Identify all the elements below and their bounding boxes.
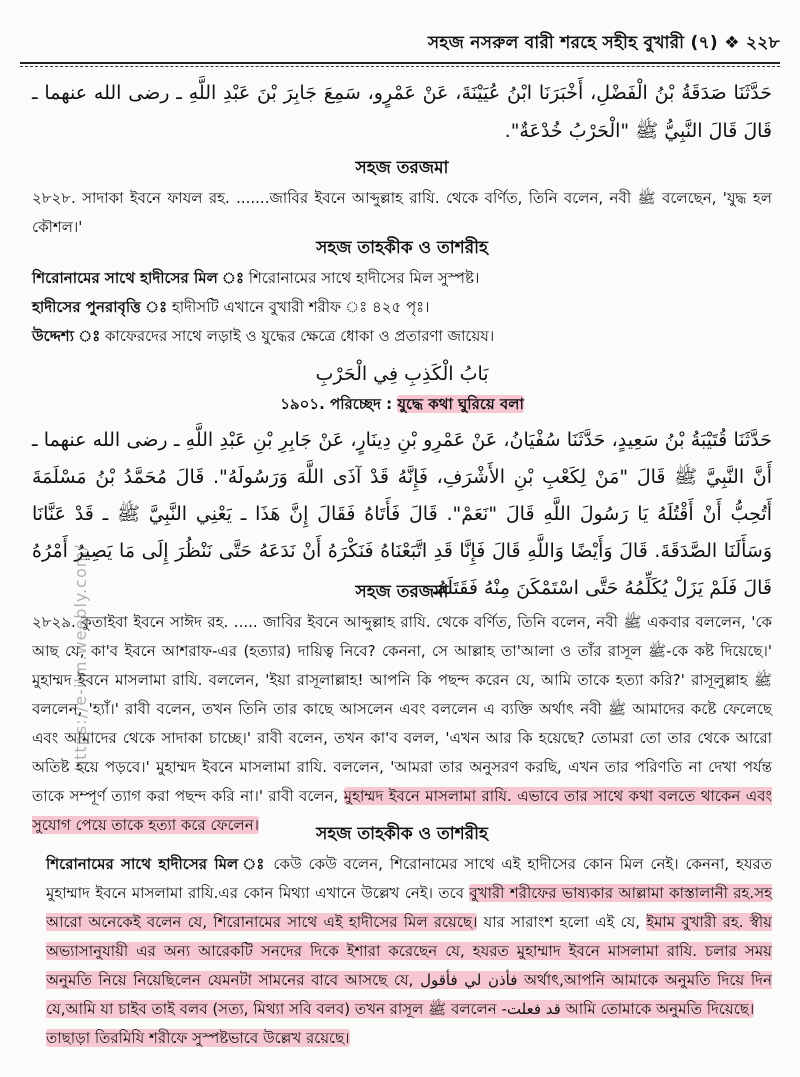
section2-tahqiq bbox=[32, 818, 772, 1053]
porichhed-title: যুদ্ধে কথা ঘুরিয়ে বলা bbox=[397, 395, 524, 413]
mil-label-2: শিরোনামের সাথে হাদীসের মিল ঃ bbox=[46, 855, 267, 873]
tahqiq-p1-tail: যার সারাংশ হলো এই যে, bbox=[483, 913, 641, 931]
mil-text-1: শিরোনামের সাথে হাদীসের মিল সুস্পষ্ট। bbox=[248, 269, 480, 287]
tarjama-2829-main: ২৮২৯. কুতাইবা ইবনে সাঈদ রহ. ..... জাবির ইবনে আব্দুল্লাহ রাযি. থেকে বর্ণিত, তিনি বলেন, নবী ﷺ একবার বললেন, 'কে আছ যে, কা'ব ইবনে আশরাফ-এর (হত্যার) দায়িত্ব নিবে? কেননা, সে আল্লাহ তা'আলা ও তাঁর রাসূল ﷺ-কে কষ্ট দিয়েছে।' মুহাম্মদ ইবনে মাসলামা রাযি. বললেন, 'ইয়া রাসূলাল্লাহ! আপনি কি পছন্দ করেন যে, আমি তাকে হত্যা করি?' রাসূলুল্লাহ ﷺ বললেন, 'হ্যাঁ।' রাবী বলেন, তখন তিনি তার কাছে আসলেন এবং বললেন এ ব্যক্তি অর্থাৎ নবী ﷺ আমাদের কষ্টে ফেলেছে এবং আমাদের থেকে সাদাকা চাচ্ছে।' রাবী বলেন, তখন কা'ব বলল, 'এখন আর কি হয়েছে? তোমরা তো তার থেকে আরো অতিষ্ট হয়ে পড়বে।' মুহাম্মদ ইবনে মাসলামা রাযি. বললেন, 'আমরা তার অনুসরণ করছি, এখন তার পরিণতি না দেখা পর্যন্ত তাকে সম্পূর্ণ ত্যাগ করা পছন্দ করি না।' রাবী বলেন, bbox=[32, 613, 772, 805]
tahqiq-heading-2: সহজ তাহকীক ও তাশরীহ bbox=[316, 824, 488, 844]
tahqiq-p1-highlight-2: ইমাম বুখারী রহ. স্বীয় অভ্যাসানুযায়ী এর অন্য আরেকটি সনদের দিকে ইশারা করেছেন যে, হযরত মুহাম্মাদ ইবনে মাসলামা রাযি. চলার সময় অনুমতি নিয়ে নিয়েছিলেন যেমনটা সামনের বাবে আসছে যে, فأذن لي فأقول অর্থাৎ,আপনি আমাকে অনুমতি দিয়ে দিন যে,আমি যা চাইব তাই বলব (সত্য, মিথ্যা সবি বলব) তখন রাসূল ﷺ বললেন -قد فعلت আমি তোমাকে অনুমতি দিয়েছে। bbox=[46, 913, 772, 1018]
punar-label: হাদীসের পুনরাবৃত্তি ঃ bbox=[32, 298, 168, 316]
mil-label-1: শিরোনামের সাথে হাদীসের মিল ঃ bbox=[32, 269, 244, 287]
tahqiq-heading-1: সহজ তাহকীক ও তাশরীহ bbox=[316, 238, 488, 258]
tarjama-2829-highlight: মুহাম্মদ ইবনে মাসলামা রাযি. এভাবে তার সাথে কথা বলতে থাকেন এবং সুযোগ পেয়ে তাকে হত্যা করে ফেলেন। bbox=[32, 787, 772, 834]
mil-line-1 bbox=[32, 264, 772, 293]
header-rule bbox=[20, 62, 780, 64]
tarjama-heading-1: সহজ তরজমা bbox=[355, 158, 449, 178]
uddesh-label: উদ্দেশ্য ঃ bbox=[32, 327, 101, 345]
tahqiq-p2: তাছাড়া তিরমিযি শরীফে সুস্পষ্টভাবে উল্লেখ রয়েছে। bbox=[46, 1029, 350, 1047]
header-dashed-rule bbox=[20, 66, 780, 67]
side-watermark: https://e-ilm.weebly.com/ bbox=[71, 544, 90, 771]
tarjama-heading-2: সহজ তরজমা bbox=[355, 582, 449, 602]
uddesh-line bbox=[32, 322, 772, 351]
tarjama-2828: ২৮২৮. সাদাকা ইবনে ফাযল রহ. .......জাবির ইবনে আব্দুল্লাহ রাযি. থেকে বর্ণিত, তিনি বলেন, নবী ﷺ বলেছেন, 'যুদ্ধ হল কৌশল।' bbox=[32, 189, 772, 236]
punar-text: হাদীসটি এখানে বুখারী শরীফ ঃ ৪২৫ পৃঃ। bbox=[171, 298, 430, 316]
bab-arabic: بَابُ الْكَذِبِ فِي الْحَرْبِ bbox=[315, 363, 489, 385]
section1-tarjama bbox=[32, 152, 772, 242]
bab-block bbox=[32, 358, 772, 419]
tarjama-2829 bbox=[32, 608, 772, 840]
tahqiq-p1-highlight: বুখারী শরীফের ভাষ্যকার আল্লামা কাস্তালানী রহ.সহ আরো অনেকেই বলেন যে, শিরোনামের সাথে এই হাদীসের মিল রয়েছে। bbox=[46, 884, 772, 931]
porichhed-label: ১৯০১. পরিচ্ছেদ : bbox=[280, 395, 393, 413]
tahqiq-paragraph bbox=[32, 850, 772, 1024]
tahqiq-p1: কেউ কেউ বলেন, শিরোনামের সাথে এই হাদীসের কোন মিল নেই। কেননা, হযরত মুহাম্মাদ ইবনে মাসলামা রাযি.এর কোন মিথ্যা এখানে উল্লেখ নেই। তবে bbox=[46, 855, 772, 902]
page-header: সহজ নসরুল বারী শরহে সহীহ বুখারী (৭) ❖ ২২৮ bbox=[427, 33, 780, 53]
hadith-2829-arabic: حَدَّثَنَا قُتَيْبَةُ بْنُ سَعِيدٍ، حَدَّثَنَا سُفْيَانُ، عَنْ عَمْرِو بْنِ دِينَارٍ، عَنْ جَابِرِ بْنِ عَبْدِ اللَّهِ ـ رضى الله عنهما ـ أَنَّ النَّبِيَّ ﷺ قَالَ "مَنْ لِكَعْبِ بْنِ الأَشْرَفِ، فَإِنَّهُ قَدْ آذَى اللَّهَ وَرَسُولَهُ". قَالَ مُحَمَّدُ بْنُ مَسْلَمَةَ أَتُحِبُّ أَنْ أَقْتُلَهُ يَا رَسُولَ اللَّهِ قَالَ "نَعَمْ". قَالَ فَأَتَاهُ فَقَالَ إِنَّ هَذَا ـ يَعْنِي النَّبِيَّ ﷺ ـ قَدْ عَنَّانَا وَسَأَلَنَا الصَّدَقَةَ. قَالَ وَأَيْضًا وَاللَّهِ قَالَ فَإِنَّا قَدِ اتَّبَعْنَاهُ فَنَكْرَهُ أَنْ نَدَعَهُ حَتَّى نَنْظُرَ إِلَى مَا يَصِيرُ أَمْرُهُ قَالَ فَلَمْ يَزَلْ يُكَلِّمُهُ حَتَّى اسْتَمْكَنَ مِنْهُ فَقَتَلَهُ. bbox=[32, 429, 772, 599]
section2-tarjama bbox=[32, 576, 772, 840]
section1-tahqiq bbox=[32, 232, 772, 351]
punar-line bbox=[32, 293, 772, 322]
uddesh-text: কাফেরদের সাথে লড়াই ও যুদ্ধের ক্ষেত্রে ধোকা ও প্রতারণা জায়েয। bbox=[105, 327, 495, 345]
tahqiq-p2-line bbox=[32, 1024, 772, 1053]
hadith-2828-arabic: حَدَّثَنَا صَدَقَةُ بْنُ الْفَضْلِ، أَخْبَرَنَا ابْنُ عُيَيْنَةَ، عَنْ عَمْرٍو، سَمِعَ جَابِرَ بْنَ عَبْدِ اللَّهِ ـ رضى الله عنهما ـ قَالَ قَالَ النَّبِيُّ ﷺ "الْحَرْبُ خُدْعَةٌ". bbox=[32, 82, 772, 142]
porichhed-line bbox=[32, 390, 772, 419]
hadith-2828-arabic-block bbox=[32, 74, 772, 150]
